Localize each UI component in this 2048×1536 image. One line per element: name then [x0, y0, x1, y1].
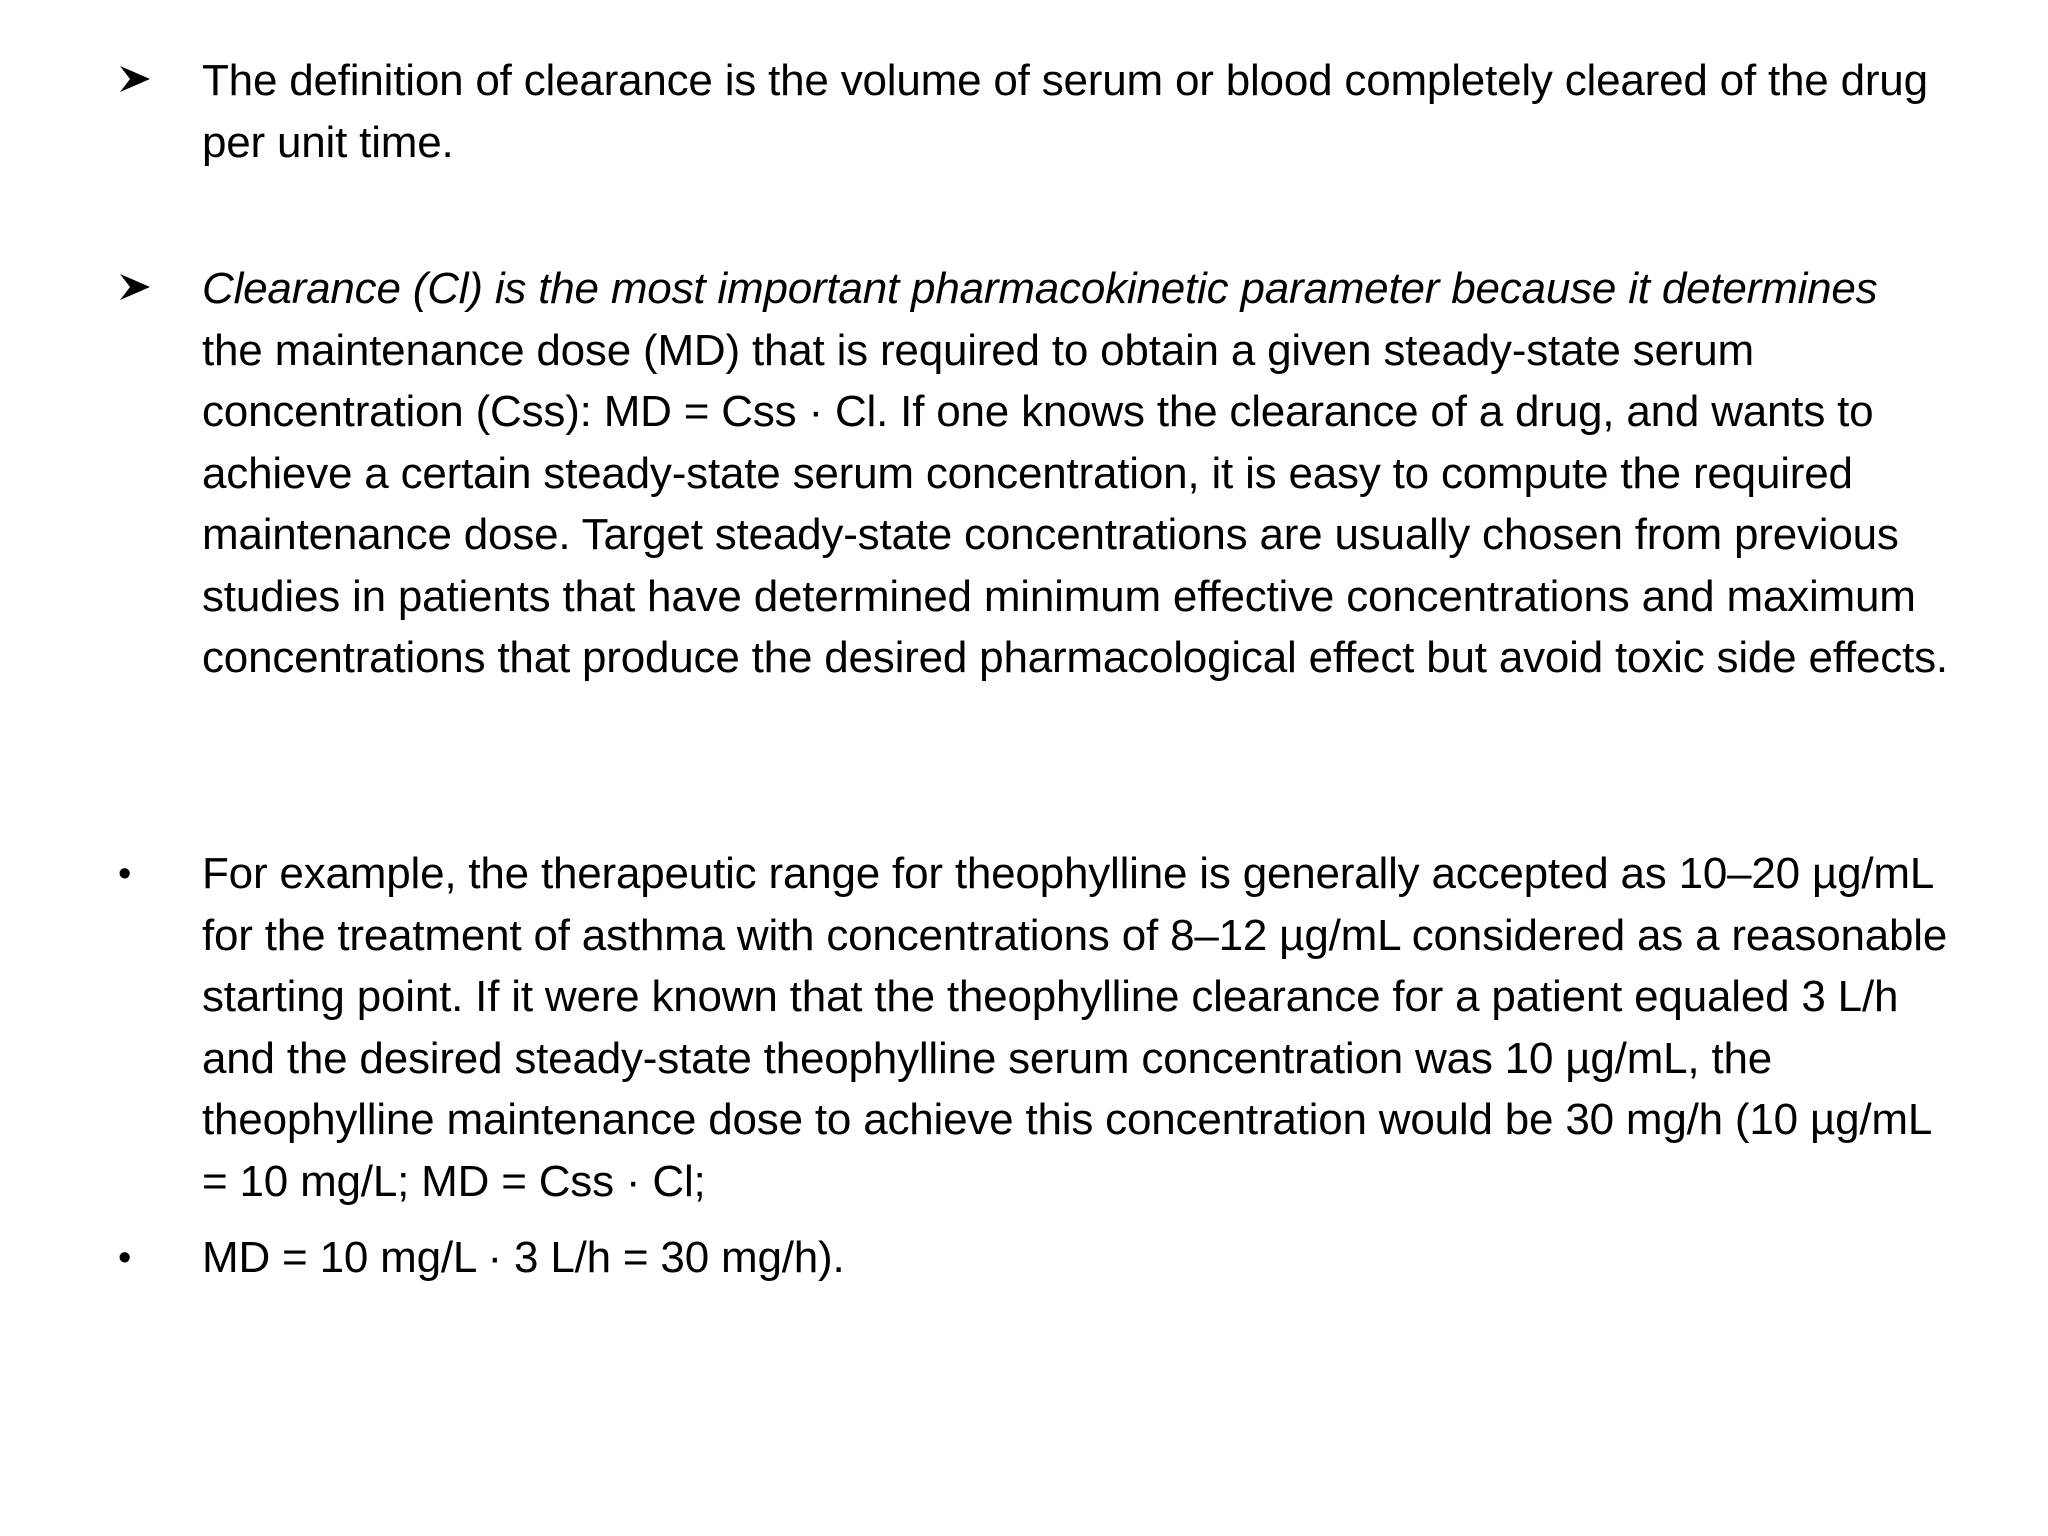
arrow-bullet-icon [118, 272, 178, 302]
bullet-theophylline-example [118, 843, 1948, 1212]
bullet-text [202, 843, 1948, 1212]
arrow-bullet-icon [118, 64, 178, 94]
bullet-md-calculation [118, 1227, 1948, 1289]
round-bullet-icon: • [118, 1237, 132, 1279]
bullet-italic-lead: Clearance (Cl) is the most important pharmacokinetic parameter because it determines [202, 264, 1878, 313]
bullet-text [202, 258, 1948, 689]
bullet-definition [118, 50, 1948, 173]
bullet-clearance-importance [118, 258, 1948, 689]
bullet-body-text: The definition of clearance is the volume of serum or blood completely cleared of the drug per unit time. [202, 56, 1928, 167]
bullet-body-text: the maintenance dose (MD) that is required to obtain a given steady-state serum concentration (Css): MD = Css · Cl. If one knows the clearance of a drug, and wants to achieve a certain steady-state serum concentration, it is easy to compute the required maintenance dose. Target steady-state concentrations are usually chosen from previous studies in patients that have determined minimum effective concentrations and maximum concentrations that produce the desired pharmacological effect but avoid toxic side effects. [202, 325, 1948, 682]
bullet-body-text: MD = 10 mg/L · 3 L/h = 30 mg/h). [202, 1233, 845, 1282]
bullet-text [202, 50, 1948, 173]
round-bullet-icon: • [118, 853, 132, 895]
bullet-body-text: For example, the therapeutic range for theophylline is generally accepted as 10–20 µg/mL for the treatment of asthma with concentrations of 8–12 µg/mL considered as a reasonable starting point. If it were known that the theophylline clearance for a patient equaled 3 L/h and the desired steady-state theophylline serum concentration was 10 µg/mL, the theophylline maintenance dose to achieve this concentration would be 30 mg/h (10 µg/mL = 10 mg/L; MD = Css · Cl; [202, 849, 1948, 1206]
bullet-text [202, 1227, 1948, 1289]
